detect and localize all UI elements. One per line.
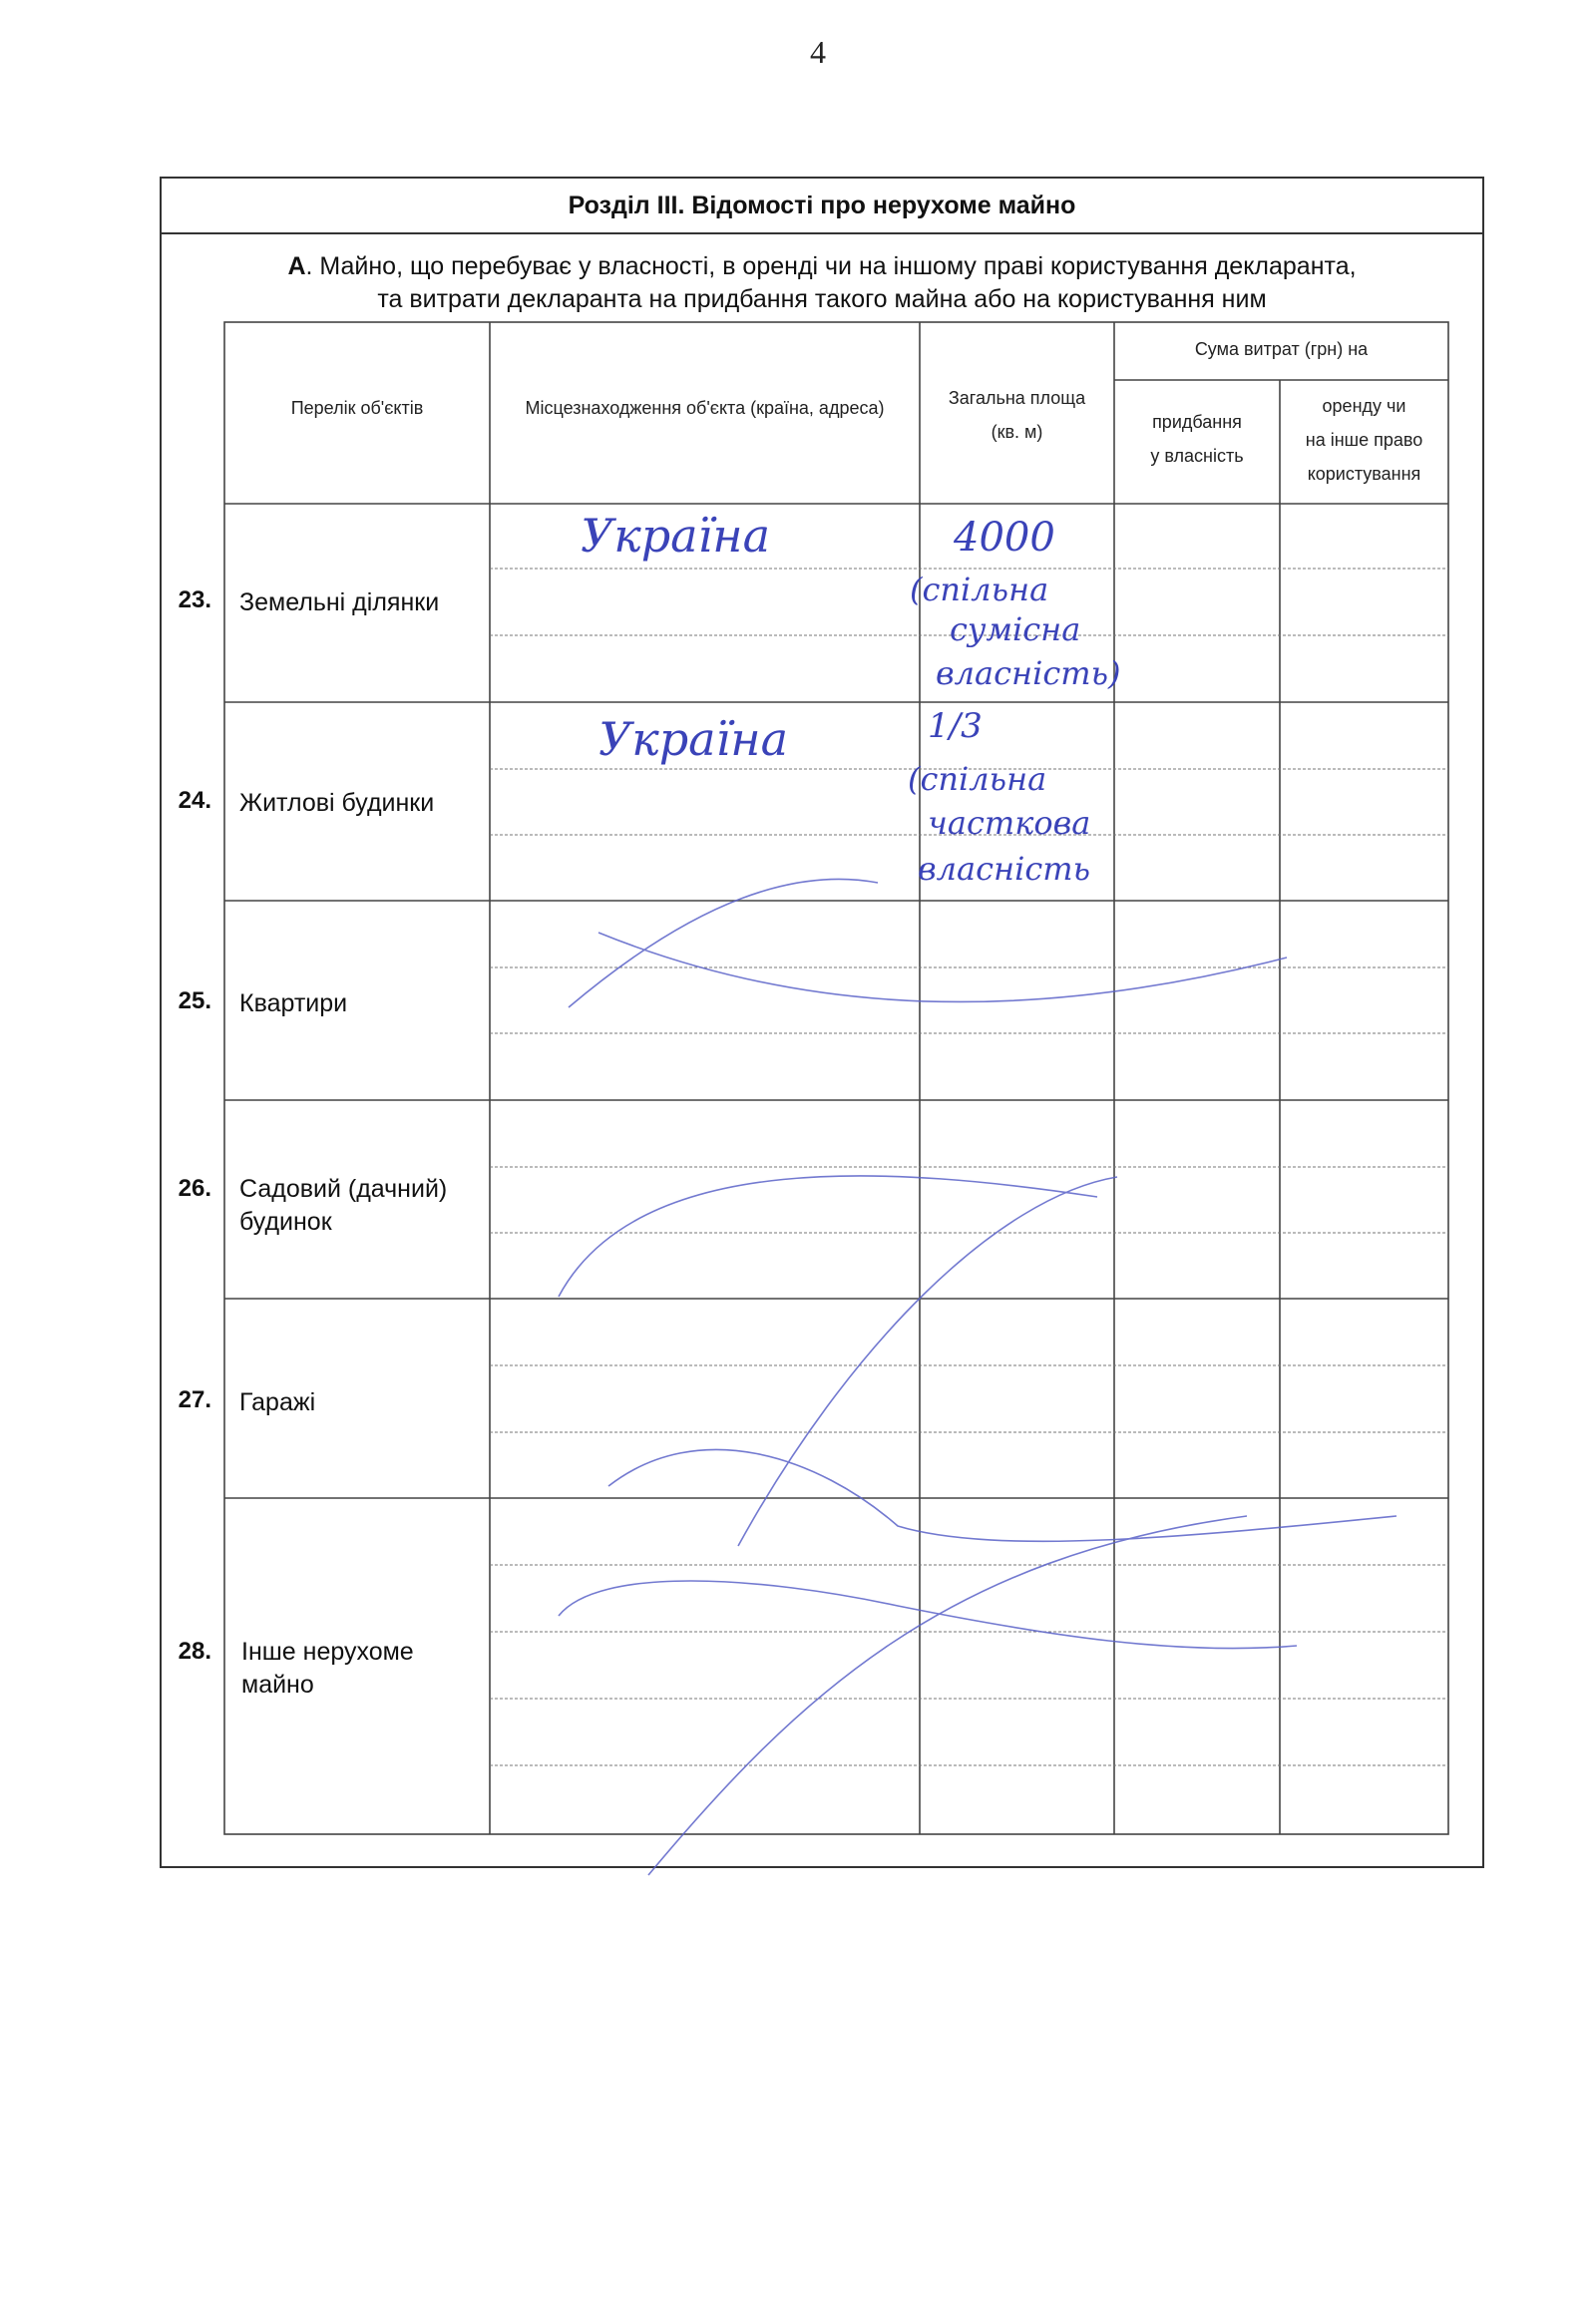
subsection-title-line2: та витрати декларанта на придбання такого майна або на користування ним	[377, 285, 1267, 313]
row-name: Гаражі	[239, 1388, 316, 1416]
handwritten-area-note: (спільна	[908, 760, 1047, 798]
row-number: 28.	[178, 1638, 211, 1665]
row-number: 27.	[178, 1386, 211, 1413]
header-rent-line1: оренду чи	[1322, 396, 1406, 416]
row-name-line1: Садовий (дачний)	[239, 1175, 448, 1203]
header-area-line1: Загальна площа	[948, 388, 1086, 408]
handwritten-area-note: (спільна	[910, 571, 1049, 608]
row-name-line2: майно	[241, 1671, 314, 1699]
row-name: Житлові будинки	[239, 789, 435, 817]
row-name-line2: будинок	[239, 1208, 332, 1236]
row-name: Квартири	[239, 989, 348, 1017]
handwritten-area-note: часткова	[928, 804, 1091, 842]
row-name: Земельні ділянки	[239, 588, 440, 616]
handwritten-location: Україна	[581, 509, 771, 563]
handwritten-area: 4000	[954, 515, 1055, 561]
header-area-line2: (кв. м)	[991, 422, 1043, 442]
row-number: 26.	[178, 1175, 211, 1202]
handwritten-area-note: власність	[918, 850, 1090, 888]
row-number: 23.	[178, 586, 211, 613]
handwritten-location: Україна	[598, 712, 789, 766]
header-objects: Перелік об'єктів	[290, 398, 424, 418]
header-purchase-line2: у власність	[1150, 446, 1244, 466]
header-rent-line2: на інше право	[1305, 430, 1423, 450]
section-title: Розділ ІІІ. Відомості про нерухоме майно	[162, 179, 1482, 234]
header-purchase-line1: придбання	[1152, 412, 1242, 432]
handwritten-area-note: сумісна	[950, 610, 1081, 648]
header-expenses: Сума витрат (грн) на	[1194, 339, 1369, 359]
row-name-line1: Інше нерухоме	[241, 1638, 414, 1666]
header-location: Місцезнаходження об'єкта (країна, адреса)	[525, 398, 885, 418]
subsection-letter: А	[287, 252, 306, 280]
handwritten-area-note: власність)	[936, 654, 1121, 692]
header-rent-line3: користування	[1307, 464, 1421, 484]
subsection-title-line1: . Майно, що перебуває у власності, в оренді чи на іншому праві користування декларанта,	[305, 252, 1357, 280]
row-number: 24.	[178, 787, 211, 814]
page-number: 4	[810, 34, 826, 70]
row-number: 25.	[178, 987, 211, 1014]
handwritten-area: 1/3	[928, 706, 983, 746]
